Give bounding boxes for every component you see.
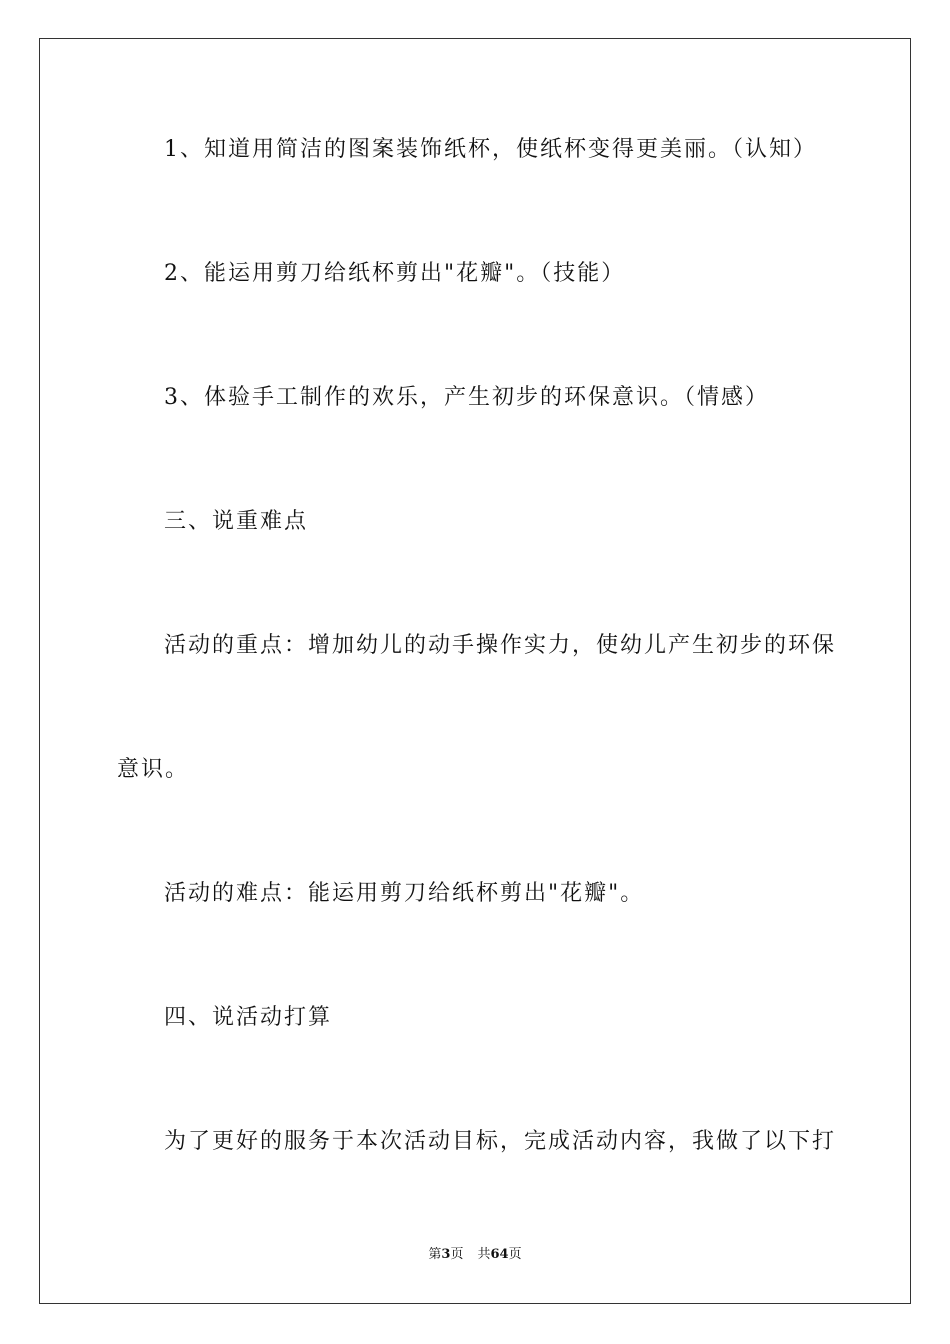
objective-2: 2、能运用剪刀给纸杯剪出"花瓣"。（技能）: [164, 261, 626, 286]
objective-1: 1、知道用简洁的图案装饰纸杯，使纸杯变得更美丽。（认知）: [164, 137, 817, 162]
footer-total-suffix: 页: [508, 1247, 522, 1262]
footer-total-prefix: 共: [477, 1247, 491, 1262]
footer-page-suffix: 页: [450, 1247, 464, 1262]
section-heading-key-points: 三、说重难点: [164, 509, 309, 534]
page-frame: [39, 38, 911, 1304]
footer-page-prefix: 第: [428, 1247, 442, 1262]
footer-total-pages: 64: [490, 1247, 509, 1262]
section-heading-activity-plan: 四、说活动打算: [164, 1005, 333, 1030]
key-point-paragraph-continued: 意识。: [117, 757, 190, 782]
difficult-point-paragraph: 活动的难点：能运用剪刀给纸杯剪出"花瓣"。: [164, 881, 645, 906]
activity-plan-paragraph: 为了更好的服务于本次活动目标，完成活动内容，我做了以下打: [164, 1129, 837, 1154]
objective-3: 3、体验手工制作的欢乐，产生初步的环保意识。（情感）: [164, 385, 769, 410]
footer-page-number: 3: [441, 1247, 451, 1262]
page-footer: [0, 1246, 950, 1264]
key-point-paragraph: 活动的重点：增加幼儿的动手操作实力，使幼儿产生初步的环保: [164, 633, 837, 658]
